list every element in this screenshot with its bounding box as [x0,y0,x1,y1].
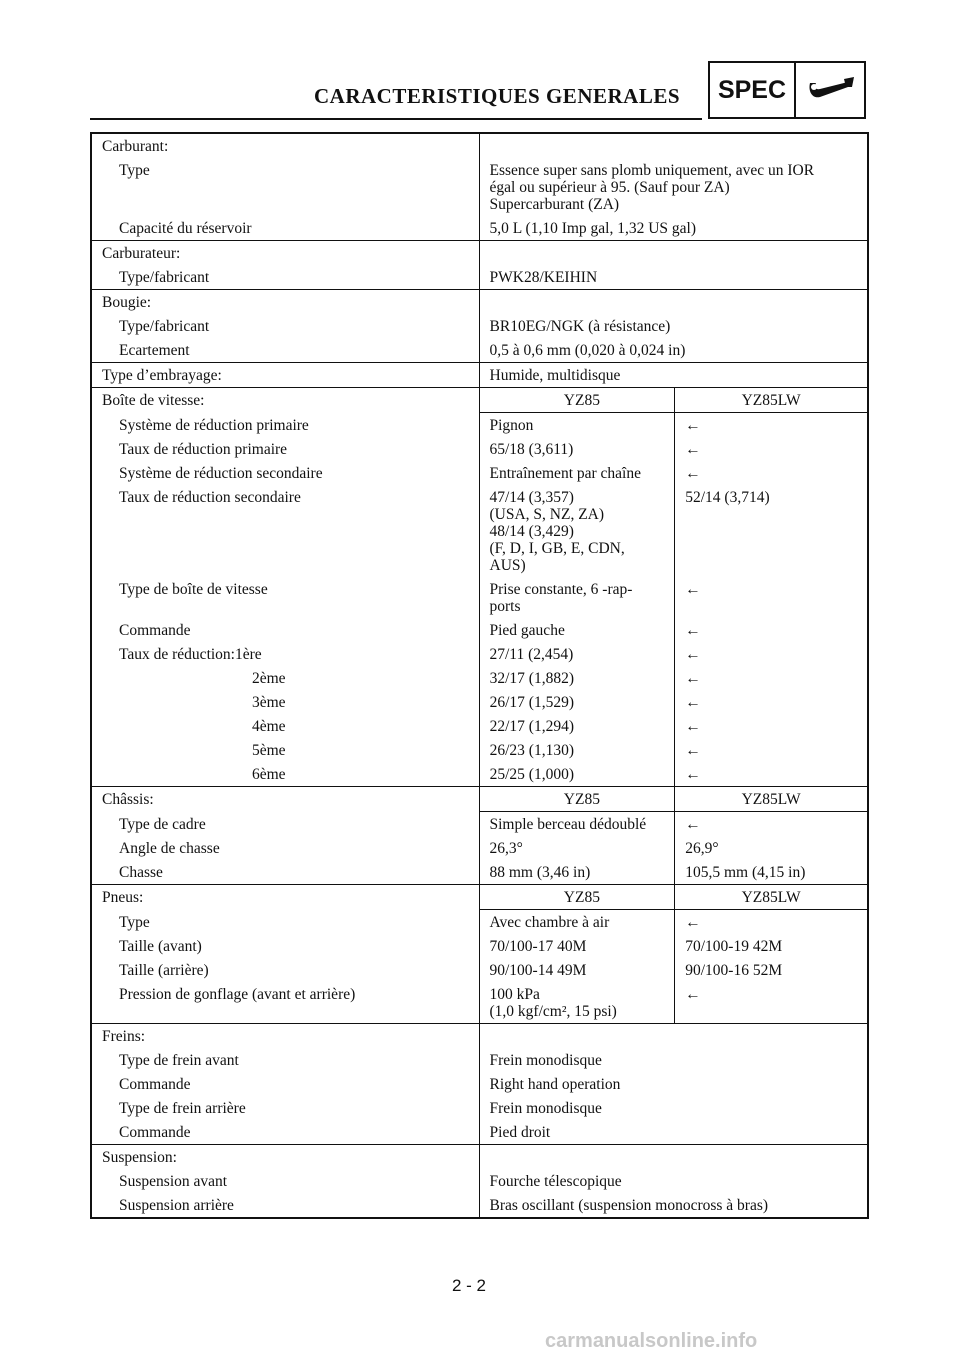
spec-value-model-lw: ← [685,645,701,663]
spec-label: Type/fabricant [92,314,480,338]
spec-value-model-lw: ← [685,693,701,711]
spec-section [92,290,867,363]
section-title: Bougie: [92,290,480,314]
spec-label: Commande [92,1072,480,1096]
spec-badge-label: SPEC [710,63,796,117]
watermark: carmanualsonline.info [545,1330,758,1352]
spec-section [92,1145,867,1217]
spec-label: Type/fabricant [92,265,480,289]
page-title: CARACTERISTIQUES GENERALES [314,84,681,108]
section-header-row [92,885,867,910]
spec-value-model: 26/17 (1,529) [480,690,676,714]
spec-row [92,714,867,738]
spec-section [92,134,867,241]
spec-value-model: 26,3° [480,836,676,860]
spec-label: Angle de chasse [92,836,480,860]
spec-row [92,982,867,1023]
spec-value-model: 27/11 (2,454) [480,642,676,666]
spec-row [92,934,867,958]
section-title: Freins: [92,1024,480,1048]
spec-value: 5,0 L (1,10 Imp gal, 1,32 US gal) [489,219,697,237]
spec-row [92,1193,867,1217]
spec-row [92,461,867,485]
spec-label: Type de frein arrière [92,1096,480,1120]
spec-label: Ecartement [92,338,480,362]
spec-label: 3ème [92,690,480,714]
spec-value-model: 22/17 (1,294) [480,714,676,738]
spec-label: Type de frein avant [92,1048,480,1072]
spec-row [92,860,867,884]
spec-value-model-lw: 105,5 mm (4,15 in) [685,863,806,881]
spec-value-model-lw: ← [685,416,701,434]
spec-row [92,413,867,437]
spec-value-model-lw: 26,9° [685,839,719,857]
spec-value-model-lw: ← [685,440,701,458]
spec-value-model: 32/17 (1,882) [480,666,676,690]
spec-value-model-lw: ← [685,913,701,931]
section-header-row [92,787,867,812]
spec-label: Taille (arrière) [92,958,480,982]
spec-value: Bras oscillant (suspension monocross à bras) [489,1196,769,1214]
column-header-model: YZ85 [480,388,676,413]
section-header-row [92,363,867,387]
spec-label: 5ème [92,738,480,762]
spec-value-model: 26/23 (1,130) [480,738,676,762]
column-header-model-lw: YZ85LW [675,388,867,413]
spec-value-model-lw: 70/100-19 42M [685,937,783,955]
spec-value-model: Simple berceau dédoublé [480,812,676,836]
spec-row [92,738,867,762]
header-rule [90,118,702,120]
spec-row [92,437,867,461]
spec-label: Type [92,910,480,934]
column-header-model-lw: YZ85LW [675,787,867,812]
spec-value-model: 25/25 (1,000) [480,762,676,786]
spec-section [92,363,867,388]
spec-label: Système de réduction secondaire [92,461,480,485]
section-header-row [92,241,867,265]
spec-row [92,910,867,934]
spec-value-model: Prise constante, 6 -rap- ports [480,577,676,618]
section-title: Suspension: [92,1145,480,1169]
spec-row [92,642,867,666]
spec-value-model: 65/18 (3,611) [480,437,676,461]
spec-value-model-lw: ← [685,669,701,687]
spec-row [92,666,867,690]
spec-label: Système de réduction primaire [92,413,480,437]
spec-value: Frein monodisque [489,1051,602,1069]
spec-row [92,1120,867,1144]
spec-value-model: Avec chambre à air [480,910,676,934]
section-title: Type d’embrayage: [92,363,480,387]
spec-value-model-lw: ← [685,815,701,833]
section-title: Carburateur: [92,241,480,265]
spec-value-model-lw: ← [685,464,701,482]
spec-value: Frein monodisque [489,1099,602,1117]
spec-row [92,485,867,577]
spec-value: Pied droit [489,1123,551,1141]
section-header-row [92,290,867,314]
spec-value-model: Pignon [480,413,676,437]
spec-value-model-lw: ← [685,741,701,759]
spec-value-model-lw: ← [685,985,701,1003]
spec-label: Taux de réduction primaire [92,437,480,461]
spec-value-model-lw: ← [685,765,701,783]
spec-table [90,132,869,1219]
spec-row [92,1169,867,1193]
spec-label: Suspension arrière [92,1193,480,1217]
section-header-row [92,388,867,413]
spec-label: Taux de réduction secondaire [92,485,480,577]
spec-value-empty [480,290,868,314]
section-title: Châssis: [92,787,480,812]
spec-value-model: 100 kPa (1,0 kgf/cm², 15 psi) [480,982,676,1023]
spec-row [92,1048,867,1072]
spec-label: Type de cadre [92,812,480,836]
column-header-model: YZ85 [480,787,676,812]
spec-label: 6ème [92,762,480,786]
section-header-row [92,1145,867,1169]
page-number: 2 - 2 [452,1276,487,1295]
spec-value-model: 70/100-17 40M [480,934,676,958]
spec-value-model-lw: 52/14 (3,714) [685,488,770,506]
spec-value: Essence super sans plomb uniquement, avec un IOR égal ou supérieur à 95. (Sauf pour ZA) Supercarburant (ZA) [489,161,815,213]
spec-value-empty [480,1024,868,1048]
spec-row [92,577,867,618]
section-title: Boîte de vitesse: [92,388,480,413]
column-header-model: YZ85 [480,885,676,910]
spec-value: Humide, multidisque [489,366,621,384]
spec-label: Suspension avant [92,1169,480,1193]
spec-label: Capacité du réservoir [92,216,480,240]
spec-row [92,812,867,836]
spec-value-model: Entraînement par chaîne [480,461,676,485]
spec-section [92,787,867,885]
spec-label: Type de boîte de vitesse [92,577,480,618]
spec-row [92,265,867,289]
spec-label: Commande [92,618,480,642]
spec-section [92,885,867,1024]
spec-value-model-lw: ← [685,580,701,598]
section-header-row [92,1024,867,1048]
spec-row [92,618,867,642]
spec-label: Taille (avant) [92,934,480,958]
spec-value: Fourche télescopique [489,1172,622,1190]
wrench-icon [796,63,864,117]
spec-badge [708,61,866,119]
spec-value-model: 90/100-14 49M [480,958,676,982]
spec-section [92,241,867,290]
spec-row [92,314,867,338]
spec-row [92,338,867,362]
spec-row [92,762,867,786]
spec-value-empty [480,1145,868,1169]
column-header-model-lw: YZ85LW [675,885,867,910]
spec-value: BR10EG/NGK (à résistance) [489,317,671,335]
spec-row [92,216,867,240]
spec-label: 4ème [92,714,480,738]
spec-label: Chasse [92,860,480,884]
spec-value-model: 88 mm (3,46 in) [480,860,676,884]
spec-label: Commande [92,1120,480,1144]
spec-value-model: 47/14 (3,357) (USA, S, NZ, ZA) 48/14 (3,429) (F, D, I, GB, E, CDN, AUS) [480,485,676,577]
spec-label: Taux de réduction:1ère [92,642,480,666]
spec-section [92,388,867,787]
spec-value-empty [480,134,868,158]
spec-value-model-lw: ← [685,717,701,735]
spec-row [92,1072,867,1096]
spec-label: Type [92,158,480,216]
spec-value-empty [480,241,868,265]
section-header-row [92,134,867,158]
spec-value: Right hand operation [489,1075,621,1093]
spec-value: PWK28/KEIHIN [489,268,598,286]
spec-label: Pression de gonflage (avant et arrière) [92,982,480,1023]
spec-value: 0,5 à 0,6 mm (0,020 à 0,024 in) [489,341,686,359]
spec-section [92,1024,867,1145]
spec-value-model-lw: ← [685,621,701,639]
spec-value-model-lw: 90/100-16 52M [685,961,783,979]
spec-label: 2ème [92,666,480,690]
spec-row [92,158,867,216]
spec-row [92,836,867,860]
spec-row [92,690,867,714]
spec-value-model: Pied gauche [480,618,676,642]
section-title: Carburant: [92,134,480,158]
spec-row [92,958,867,982]
spec-row [92,1096,867,1120]
section-title: Pneus: [92,885,480,910]
